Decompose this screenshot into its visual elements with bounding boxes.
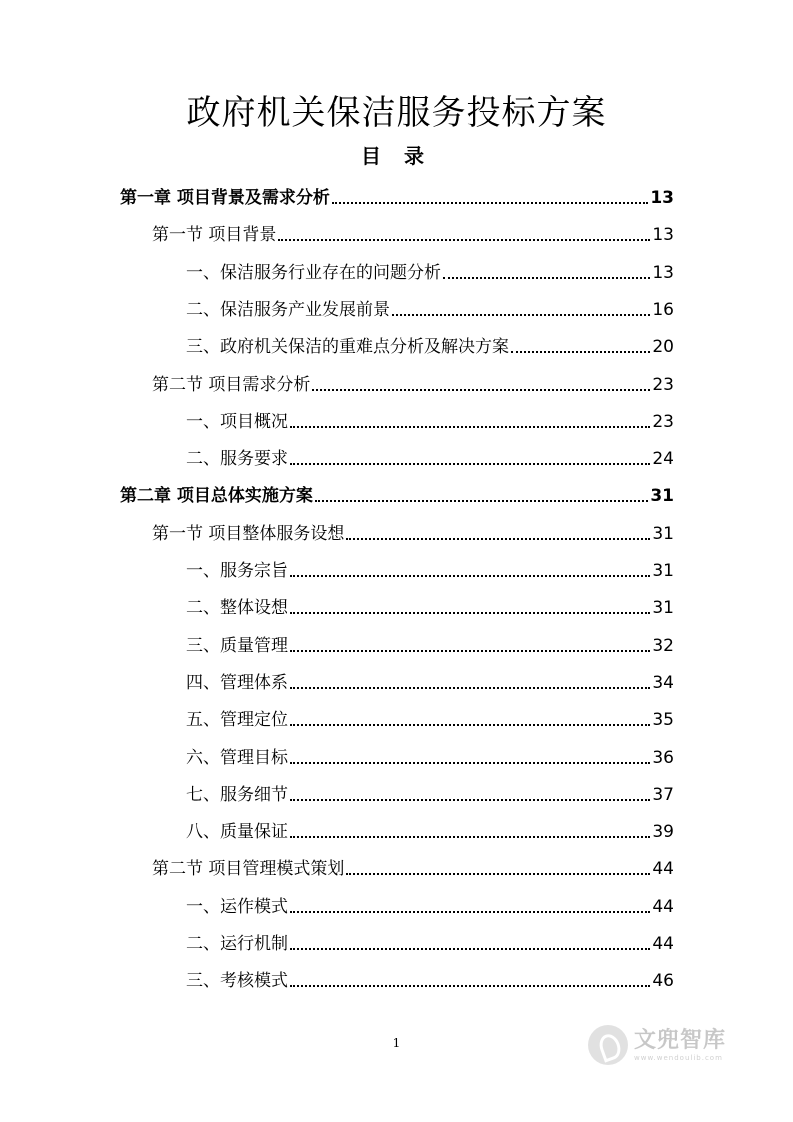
toc-entry-page: 31 [652,561,674,581]
toc-entry-title: 七、服务细节 [186,784,288,805]
toc-entry-page: 44 [652,859,674,880]
toc-entry-title: 五、管理定位 [186,710,288,731]
toc-entry[interactable] [186,292,674,322]
toc-entry-page: 44 [652,934,674,954]
toc-entry-page: 23 [652,411,674,432]
toc-leader-dots [290,835,650,838]
watermark-site: www.wendoulib.com [634,1053,723,1062]
toc-entry-page: 16 [652,299,674,320]
toc-leader-dots [290,798,650,801]
toc-entry[interactable] [186,702,674,732]
toc-entry[interactable] [186,329,674,359]
toc-entry-title: 第一节 项目整体服务设想 [152,523,345,544]
toc-entry-page: 39 [652,822,674,843]
watermark-name: 文兜智库 [634,1027,727,1053]
toc-entry-title: 第二章 项目总体实施方案 [120,486,313,507]
watermark [588,1020,758,1070]
toc-entry-title: 三、政府机关保洁的重难点分析及解决方案 [186,337,509,358]
toc-leader-dots [290,462,650,465]
toc-entry-title: 二、整体设想 [186,598,288,619]
toc-leader-dots [290,686,650,689]
toc-entry-title: 第一节 项目背景 [152,225,277,246]
toc-leader-dots [346,537,650,540]
toc-entry-title: 八、质量保证 [186,822,288,843]
toc-leader-dots [392,313,650,316]
toc-entry-title: 第二节 项目管理模式策划 [152,859,345,880]
toc-entry[interactable] [186,553,674,583]
toc-entry[interactable] [186,926,674,956]
toc-entry-title: 第二节 项目需求分析 [152,374,311,395]
toc-entry-page: 23 [652,374,674,395]
toc-entry-page: 13 [650,188,674,208]
toc-entry-title: 四、管理体系 [186,672,288,693]
toc-leader-dots [278,238,650,241]
toc-entry-title: 六、管理目标 [186,747,288,768]
toc-entry-title: 二、运行机制 [186,934,288,954]
toc-entry[interactable] [186,590,674,620]
toc-leader-dots [332,201,648,204]
toc-leader-dots [290,947,650,950]
toc-entry[interactable] [152,851,674,881]
toc-leader-dots [290,425,650,428]
toc-entry-title: 一、项目概况 [186,411,288,432]
toc-entry-page: 36 [652,747,674,768]
toc-entry-title: 一、运作模式 [186,896,288,917]
toc-entry[interactable] [120,180,674,210]
toc-entry[interactable] [186,889,674,919]
toc-leader-dots [290,611,650,614]
toc-leader-dots [290,761,650,764]
toc-leader-dots [290,723,650,726]
toc-entry-page: 37 [652,784,674,805]
toc-entry-page: 13 [652,262,674,283]
toc-entry[interactable] [152,217,674,247]
toc-entry-page: 24 [652,449,674,470]
toc-entry[interactable] [186,814,674,844]
toc-leader-dots [290,910,650,913]
toc-entry[interactable] [186,628,674,658]
toc-entry-title: 一、保洁服务行业存在的问题分析 [186,262,441,283]
toc-entry[interactable] [152,516,674,546]
toc-leader-dots [290,984,650,987]
toc-leader-dots [346,872,650,875]
toc-entry-page: 35 [652,710,674,731]
toc-entry[interactable] [186,963,674,993]
toc-entry-page: 31 [650,486,674,507]
toc-entry-title: 二、服务要求 [186,449,288,470]
toc-entry-title: 一、服务宗旨 [186,561,288,581]
toc-leader-dots [290,649,650,652]
toc-entry-page: 44 [652,896,674,917]
toc-leader-dots [443,276,650,279]
toc-entry-title: 二、保洁服务产业发展前景 [186,299,390,320]
toc-entry-page: 32 [652,635,674,656]
toc-entry-title: 第一章 项目背景及需求分析 [120,188,330,208]
toc-entry[interactable] [186,777,674,807]
toc-entry[interactable] [152,367,674,397]
toc-entry[interactable] [186,404,674,434]
toc-entry[interactable] [120,478,674,508]
watermark-logo-icon [588,1025,628,1065]
toc-entry-page: 31 [652,523,674,544]
toc-entry-page: 34 [652,672,674,693]
toc-heading: 目 录 [361,144,432,168]
toc-entry[interactable] [186,441,674,471]
document-title: 政府机关保洁服务投标方案 [186,93,607,133]
toc-entry[interactable] [186,255,674,285]
toc-entry[interactable] [186,740,674,770]
toc-entry-page: 31 [652,598,674,619]
toc-entry-page: 13 [652,225,674,246]
toc-entry[interactable] [186,665,674,695]
toc-entry-page: 20 [652,337,674,358]
toc-entry-page: 46 [652,971,674,992]
toc-leader-dots [290,574,650,577]
page-number: 1 [392,1036,401,1050]
toc-entry-title: 三、考核模式 [186,971,288,992]
toc-entry-title: 三、质量管理 [186,635,288,656]
toc-leader-dots [315,499,648,502]
toc-leader-dots [511,350,650,353]
toc-leader-dots [312,388,650,391]
